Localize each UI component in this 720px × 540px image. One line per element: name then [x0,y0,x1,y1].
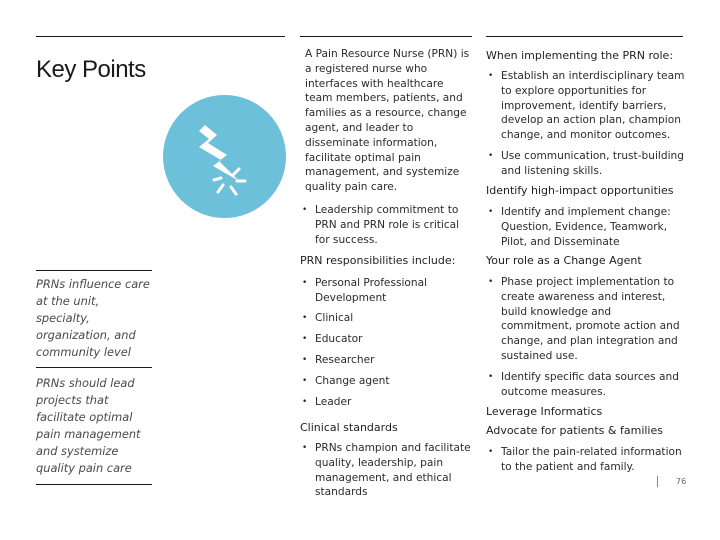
responsibility-item: • Personal Professional Development [301,276,471,306]
responsibility-item: • Change agent [301,374,471,389]
right-item-3-1-block [487,370,685,400]
responsibilities-heading-block [300,254,475,269]
responsibility-item: • Educator [301,332,471,347]
right-item-2-0-block [487,205,685,249]
callout-1-top-rule [36,270,152,271]
callout-lead-projects: PRNs should lead projects that facilitate optimal pain management and systemize quality pain care [36,376,141,475]
right-item-5-0-block [487,445,685,475]
responsibility-item-1-block [301,311,471,326]
clinical-standards-item: • PRNs champion and facilitate quality, leadership, pain management, and ethical standards [301,441,473,500]
title-top-rule [36,36,285,37]
responsibility-item-0-block [301,276,471,306]
implementing-heading: When implementing the PRN role: [486,49,674,62]
right-item-1-1-block [487,149,685,179]
prn-definition: A Pain Resource Nurse (PRN) is a registered nurse who interfaces with healthcare team members, patients, and families as a resource, change agent, and leader to disseminate information, facilitate optimal pain management, and systemize quality pain care. [305,48,470,194]
page-number-divider [657,476,658,487]
page-number: 76 [676,477,687,486]
responsibility-item: • Leader [301,395,471,410]
right-heading-1-block [486,49,686,64]
right-item-1-0-block [487,69,685,143]
right-item-3-0-block [487,275,685,364]
lightning-bolt-circle-icon [163,95,286,218]
right-heading-5-block [486,424,686,439]
clinical-standards-heading: Clinical standards [300,421,398,434]
responsibility-item-3-block [301,353,471,368]
responsibility-item: • Researcher [301,353,471,368]
right-top-rule [486,36,683,37]
right-heading-4-block [486,405,686,420]
change-agent-item: • Phase project implementation to create awareness and interest, build knowledge and commitment, promote action and change, and plan integration and sustained use. [487,275,685,364]
implementing-item: • Use communication, trust-building and listening skills. [487,149,685,179]
implementing-item: • Establish an interdisciplinary team to explore opportunities for improvement, identify barriers, develop an action plan, champion change, and monitor outcomes. [487,69,685,143]
responsibilities-heading: PRN responsibilities include: [300,254,456,267]
slide-title: Key Points [36,56,146,83]
right-heading-3-block [486,254,686,269]
responsibility-item-5-block [301,395,471,410]
callout-influence: PRNs influence care at the unit, specialty, organization, and community level [36,277,150,359]
leadership-item: • Leadership commitment to PRN and PRN role is critical for success. [301,203,473,247]
responsibility-item-2-block [301,332,471,347]
middle-top-rule [300,36,472,37]
clinical-heading-block [300,421,470,436]
informatics-heading: Leverage Informatics [486,405,603,418]
high-impact-item: • Identify and implement change: Question, Evidence, Teamwork, Pilot, and Disseminate [487,205,685,249]
advocate-item: • Tailor the pain-related information to the patient and family. [487,445,685,475]
responsibility-item: • Clinical [301,311,471,326]
clinical-item-block [301,441,473,500]
middle-column [305,47,473,195]
callout-1-bottom-rule [36,367,152,368]
high-impact-heading: Identify high-impact opportunities [486,184,674,197]
advocate-heading: Advocate for patients & families [486,424,663,437]
right-heading-2-block [486,184,686,199]
change-agent-item: • Identify specific data sources and outcome measures. [487,370,685,400]
leadership-item-block [301,203,473,247]
callout-2-bottom-rule [36,484,152,485]
responsibility-item-4-block [301,374,471,389]
change-agent-heading: Your role as a Change Agent [486,254,642,267]
